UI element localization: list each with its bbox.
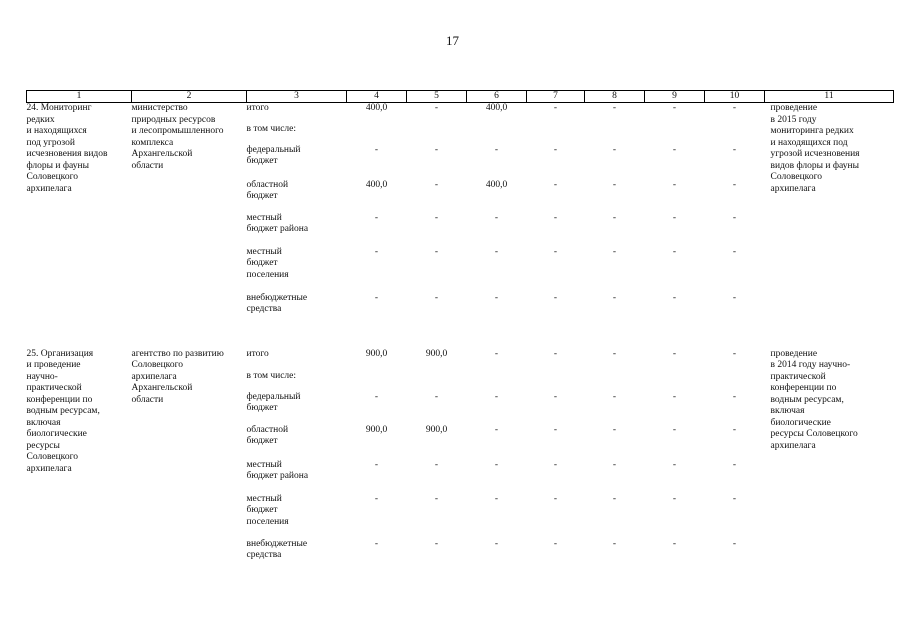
value-cell [407, 124, 467, 145]
value-cell: - [612, 459, 617, 470]
table-row [27, 349, 894, 371]
column-header: 5 [407, 91, 467, 103]
value-cell: - [612, 292, 617, 303]
value-cell [407, 371, 467, 392]
value-cell: - [732, 459, 737, 470]
value-cell: 400,0 [365, 179, 388, 190]
value-cell: - [434, 493, 439, 504]
value-cell: - [672, 144, 677, 155]
value-cell: - [553, 538, 558, 549]
value-cell: - [434, 179, 439, 190]
value-cell: - [553, 179, 558, 190]
column-header: 10 [705, 91, 765, 103]
value-cell: - [434, 212, 439, 223]
row-spacer [27, 327, 894, 349]
value-cell: - [374, 292, 379, 303]
value-cell: - [553, 144, 558, 155]
value-cell: - [612, 391, 617, 402]
column-header: 8 [585, 91, 645, 103]
value-cell: - [672, 246, 677, 257]
value-cell: 400,0 [365, 103, 388, 113]
value-cell: - [732, 391, 737, 402]
value-cell: - [553, 459, 558, 470]
expected-result-cell: проведение в 2014 году научно- практической конференции по водным ресурсам, включая биологические ресурсы Соловецкого архипелага [770, 348, 858, 451]
value-cell: - [732, 144, 737, 155]
value-cell: - [672, 348, 677, 359]
value-cell: - [672, 424, 677, 435]
value-cell: - [494, 212, 499, 223]
value-cell: - [553, 212, 558, 223]
value-cell: - [732, 424, 737, 435]
value-cell: - [612, 103, 617, 113]
value-cell: - [494, 348, 499, 359]
funding-source-cell: федеральный бюджет [246, 391, 301, 413]
value-cell: - [553, 493, 558, 504]
funding-source-cell: в том числе: [246, 370, 297, 381]
value-cell: - [672, 391, 677, 402]
funding-source-cell: внебюджетные средства [246, 292, 308, 314]
value-cell: - [732, 538, 737, 549]
value-cell: - [672, 538, 677, 549]
value-cell: - [612, 212, 617, 223]
funding-source-cell: федеральный бюджет [246, 144, 301, 166]
funding-source-cell: итого [246, 103, 269, 113]
column-header: 4 [347, 91, 407, 103]
column-header: 6 [467, 91, 527, 103]
value-cell: - [374, 246, 379, 257]
value-cell [347, 124, 407, 145]
value-cell: - [494, 292, 499, 303]
funding-source-cell: в том числе: [246, 123, 297, 134]
value-cell: - [672, 103, 677, 113]
value-cell: - [553, 348, 558, 359]
funding-source-cell: итого [246, 348, 269, 359]
value-cell: - [434, 103, 439, 113]
page-number: 17 [446, 33, 459, 48]
value-cell: - [553, 424, 558, 435]
value-cell: - [672, 179, 677, 190]
value-cell: - [434, 144, 439, 155]
value-cell: - [732, 103, 737, 113]
value-cell: - [672, 493, 677, 504]
value-cell: 400,0 [485, 179, 508, 190]
value-cell [467, 371, 527, 392]
value-cell: - [434, 459, 439, 470]
value-cell: - [374, 538, 379, 549]
value-cell: - [672, 292, 677, 303]
value-cell: - [612, 348, 617, 359]
value-cell: - [434, 391, 439, 402]
value-cell: 900,0 [365, 424, 388, 435]
value-cell: - [434, 538, 439, 549]
value-cell: - [494, 391, 499, 402]
value-cell: - [553, 103, 558, 113]
measure-name-cell: 25. Организация и проведение научно- практической конференции по водным ресурсам, включая биологические ресурсы Соловецкого архипелага [26, 348, 100, 474]
value-cell: - [612, 424, 617, 435]
value-cell: - [374, 391, 379, 402]
value-cell: - [553, 391, 558, 402]
value-cell: - [732, 246, 737, 257]
value-cell: - [612, 493, 617, 504]
value-cell: - [732, 348, 737, 359]
value-cell: - [732, 493, 737, 504]
value-cell: - [374, 144, 379, 155]
value-cell: - [494, 493, 499, 504]
column-header: 3 [247, 91, 347, 103]
value-cell: - [494, 459, 499, 470]
funding-source-cell: местный бюджет поселения [246, 493, 289, 527]
value-cell: - [732, 292, 737, 303]
value-cell: - [374, 493, 379, 504]
value-cell: 900,0 [425, 424, 448, 435]
value-cell: - [672, 459, 677, 470]
value-cell [705, 124, 765, 145]
value-cell [467, 124, 527, 145]
table-row [27, 103, 894, 124]
funding-source-cell: внебюджетные средства [246, 538, 308, 560]
value-cell: 400,0 [485, 103, 508, 113]
value-cell: - [553, 246, 558, 257]
funding-source-cell: местный бюджет района [246, 212, 309, 234]
column-header: 2 [132, 91, 247, 103]
value-cell [585, 371, 645, 392]
value-cell [705, 371, 765, 392]
executor-cell: министерство природных ресурсов и лесопромышленного комплекса Архангельской области [131, 103, 224, 171]
measure-name-cell: 24. Мониторинг редких и находящихся под угрозой исчезновения видов флоры и фауны Соловецкого архипелага [26, 103, 108, 194]
value-cell [645, 124, 705, 145]
program-table [26, 90, 894, 572]
value-cell: - [494, 424, 499, 435]
value-cell [527, 124, 585, 145]
value-cell: - [494, 538, 499, 549]
value-cell: - [553, 292, 558, 303]
value-cell: - [612, 144, 617, 155]
column-header: 11 [765, 91, 894, 103]
value-cell [585, 124, 645, 145]
value-cell: - [612, 246, 617, 257]
value-cell: - [494, 246, 499, 257]
value-cell: - [612, 538, 617, 549]
column-header: 7 [527, 91, 585, 103]
value-cell: - [612, 179, 617, 190]
value-cell: - [374, 212, 379, 223]
value-cell [527, 371, 585, 392]
value-cell: - [434, 292, 439, 303]
program-table-body [27, 103, 894, 572]
value-cell: - [494, 144, 499, 155]
value-cell: - [672, 212, 677, 223]
value-cell [347, 371, 407, 392]
value-cell: 900,0 [365, 348, 388, 359]
value-cell: 900,0 [425, 348, 448, 359]
executor-cell: агентство по развитию Соловецкого архипелага Архангельской области [131, 348, 224, 405]
expected-result-cell: проведение в 2015 году мониторинга редких и находящихся под угрозой исчезновения видов флоры и фауны Соловецкого архипелага [770, 103, 860, 194]
table-header-row [27, 91, 894, 103]
column-header: 9 [645, 91, 705, 103]
value-cell [645, 371, 705, 392]
value-cell: - [434, 246, 439, 257]
column-header: 1 [27, 91, 132, 103]
value-cell: - [374, 459, 379, 470]
funding-source-cell: областной бюджет [246, 424, 289, 446]
funding-source-cell: местный бюджет поселения [246, 246, 289, 280]
funding-source-cell: областной бюджет [246, 179, 289, 201]
funding-source-cell: местный бюджет района [246, 459, 309, 481]
value-cell: - [732, 212, 737, 223]
value-cell: - [732, 179, 737, 190]
